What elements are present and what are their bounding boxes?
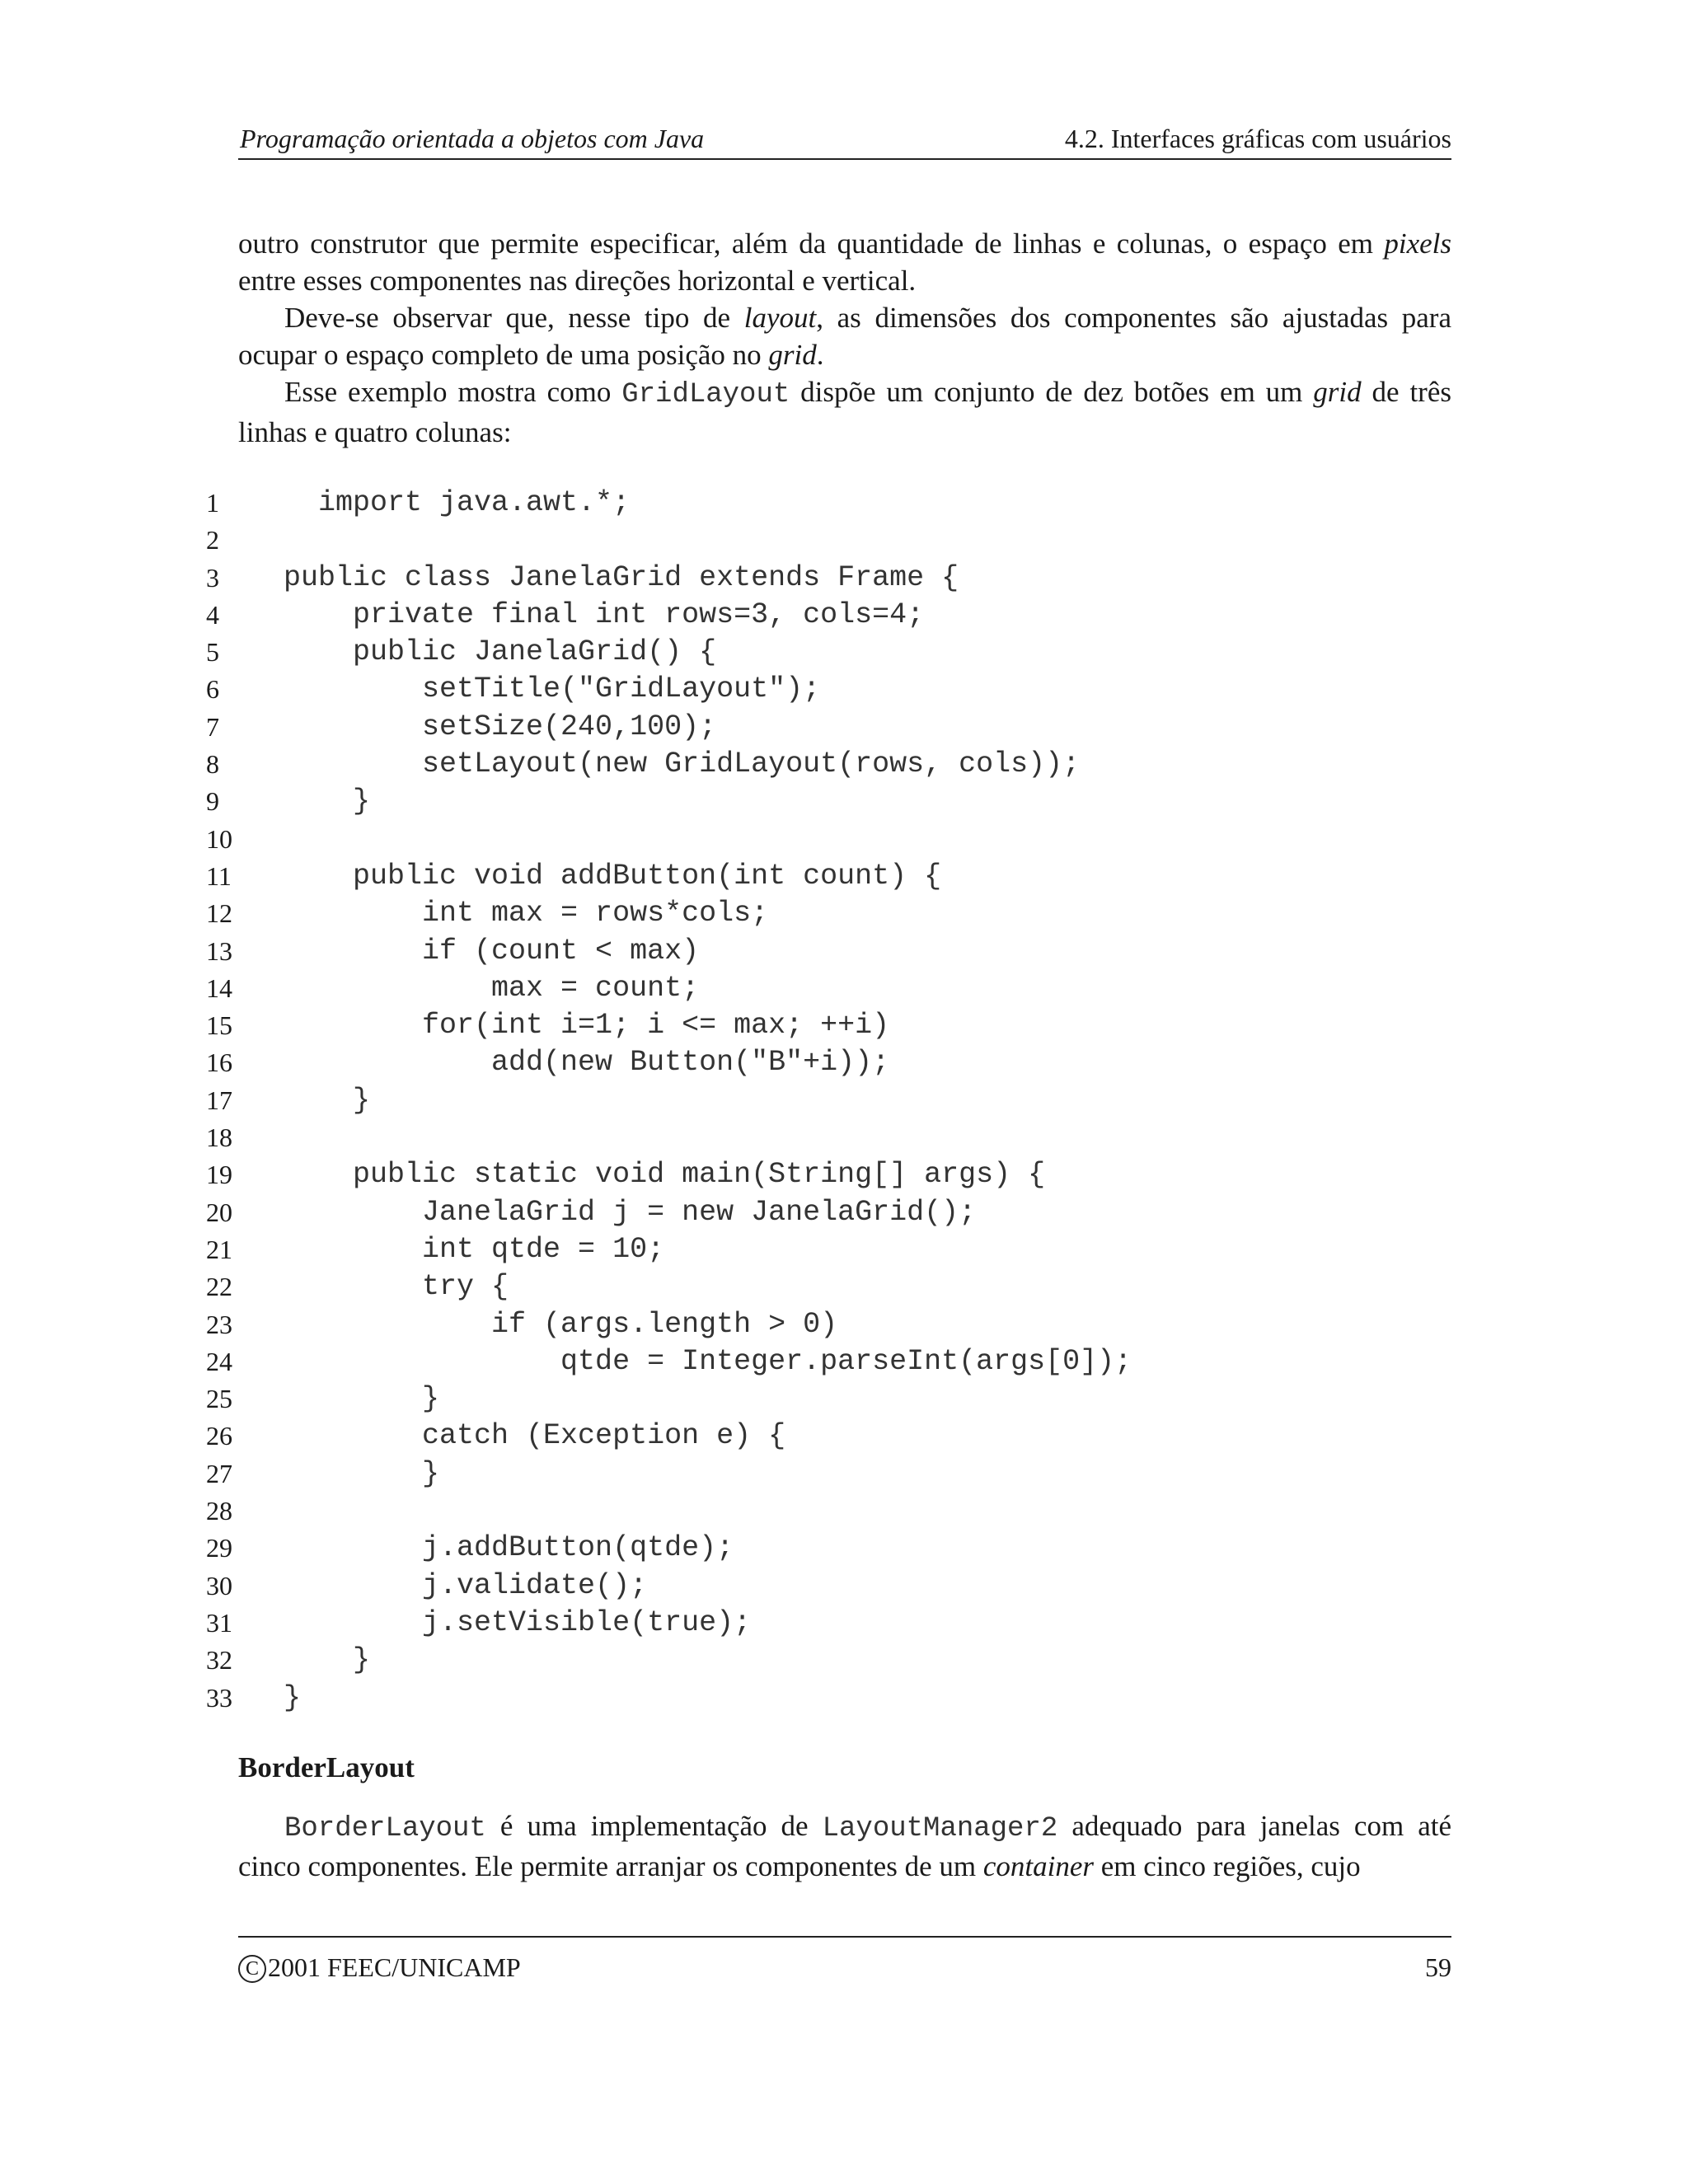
code-text: qtde = Integer.parseInt(args[0]); xyxy=(284,1344,1132,1378)
p2-text-1: Deve-se observar que, nesse tipo de xyxy=(284,302,744,334)
line-number: 10 xyxy=(206,823,232,854)
p1-text-2: entre esses componentes nas direções horizontal e vertical. xyxy=(238,265,917,297)
line-number: 11 xyxy=(206,860,232,891)
code-text: } xyxy=(284,1680,302,1714)
p2-emphasis-1: layout xyxy=(743,302,817,334)
line-number: 29 xyxy=(206,1533,232,1563)
p2-emphasis-2: grid xyxy=(768,339,817,371)
page-footer xyxy=(238,1936,1451,1990)
code-text: public class JanelaGrid extends Frame { xyxy=(284,560,959,594)
p4-emphasis-1: container xyxy=(982,1850,1094,1882)
line-number: 22 xyxy=(206,1272,232,1302)
code-text: import java.awt.*; xyxy=(284,486,631,519)
p2-text-2: , as dimensões dos componentes são ajustadas para ocupar o espaço completo de uma posição no xyxy=(238,302,1452,371)
paragraph-4 xyxy=(238,1807,1451,1885)
code-text: j.validate(); xyxy=(284,1568,648,1602)
code-text: catch (Exception e) { xyxy=(284,1419,786,1453)
header-book-title: Programação orientada a objetos com Java xyxy=(240,124,705,153)
code-text: } xyxy=(284,1643,371,1677)
line-number: 9 xyxy=(206,786,219,817)
footer-copyright xyxy=(238,1952,521,1983)
code-text: } xyxy=(284,1382,440,1416)
line-number: 6 xyxy=(206,674,219,705)
line-number: 8 xyxy=(206,749,219,780)
p3-text-1: Esse exemplo mostra como xyxy=(284,376,622,408)
code-text: try { xyxy=(284,1270,509,1304)
copyright-icon: C xyxy=(238,1955,266,1983)
line-number: 14 xyxy=(206,972,232,1003)
line-number: 17 xyxy=(206,1085,232,1115)
p1-text-1: outro construtor que permite especificar, além da quantidade de linhas e colunas, o espaço em xyxy=(238,227,1385,260)
paragraph-2 xyxy=(238,299,1451,373)
line-number: 18 xyxy=(206,1122,232,1153)
running-header xyxy=(238,120,1451,160)
line-number: 5 xyxy=(206,637,219,668)
code-text: JanelaGrid j = new JanelaGrid(); xyxy=(284,1195,977,1229)
code-text: max = count; xyxy=(284,971,700,1005)
code-text: setLayout(new GridLayout(rows, cols)); xyxy=(284,748,1081,781)
paragraph-3 xyxy=(238,373,1451,451)
code-text: } xyxy=(284,1083,371,1117)
code-text: if (args.length > 0) xyxy=(284,1307,838,1341)
line-number: 31 xyxy=(206,1607,232,1638)
code-text: setTitle("GridLayout"); xyxy=(284,673,821,706)
code-text: } xyxy=(284,1456,440,1490)
p3-text-2: dispõe um conjunto de dez botões em um xyxy=(790,376,1314,408)
p4-inline-code-1: BorderLayout xyxy=(284,1813,486,1844)
code-text: private final int rows=3, cols=4; xyxy=(284,598,925,631)
code-text: setSize(240,100); xyxy=(284,710,717,743)
p3-inline-code-1: GridLayout xyxy=(621,379,790,410)
line-number: 19 xyxy=(206,1160,232,1190)
p3-emphasis-1: grid xyxy=(1313,376,1362,408)
code-text: public JanelaGrid() { xyxy=(284,635,717,669)
line-number: 12 xyxy=(206,898,232,929)
line-number: 28 xyxy=(206,1496,232,1526)
line-number: 3 xyxy=(206,562,219,593)
line-number: 33 xyxy=(206,1682,232,1713)
p3-text-3: de três linhas e quatro colunas: xyxy=(238,376,1451,448)
code-text: } xyxy=(284,785,371,818)
code-text: public static void main(String[] args) { xyxy=(284,1158,1046,1192)
line-number: 16 xyxy=(206,1047,232,1078)
code-text: j.setVisible(true); xyxy=(284,1605,752,1639)
line-number: 24 xyxy=(206,1346,232,1376)
p4-inline-code-2: LayoutManager2 xyxy=(822,1813,1058,1844)
line-number: 21 xyxy=(206,1234,232,1264)
line-number: 15 xyxy=(206,1010,232,1041)
line-number: 27 xyxy=(206,1458,232,1488)
header-section-title: 4.2. Interfaces gráficas com usuários xyxy=(1064,124,1451,153)
p4-text-1: é uma implementação de xyxy=(485,1810,823,1842)
line-number: 2 xyxy=(206,525,219,555)
code-text: int qtde = 10; xyxy=(284,1232,665,1266)
code-text: add(new Button("B"+i)); xyxy=(284,1046,890,1080)
line-number: 4 xyxy=(206,599,219,630)
p2-text-3: . xyxy=(816,339,824,371)
page-number: 59 xyxy=(1425,1952,1451,1982)
footer-copyright-text: 2001 FEEC/UNICAMP xyxy=(268,1952,521,1982)
p4-text-2: adequado para janelas com até cinco componentes. Ele permite arranjar os componentes de um xyxy=(238,1810,1451,1882)
line-number: 32 xyxy=(206,1645,232,1675)
line-number: 13 xyxy=(206,935,232,966)
line-number: 23 xyxy=(206,1309,232,1339)
line-number: 25 xyxy=(206,1384,232,1414)
line-number: 26 xyxy=(206,1421,232,1451)
code-text: int max = rows*cols; xyxy=(284,897,769,930)
line-number: 7 xyxy=(206,711,219,742)
code-text: if (count < max) xyxy=(284,934,700,968)
code-text: j.addButton(qtde); xyxy=(284,1531,734,1565)
code-text: public void addButton(int count) { xyxy=(284,859,942,893)
p4-text-3: em cinco regiões, cujo xyxy=(1094,1850,1361,1882)
section-heading: BorderLayout xyxy=(238,1751,415,1783)
line-number: 20 xyxy=(206,1197,232,1227)
p1-emphasis-1: pixels xyxy=(1384,227,1451,260)
code-text: for(int i=1; i <= max; ++i) xyxy=(284,1009,890,1043)
line-number: 1 xyxy=(206,488,219,518)
line-number: 30 xyxy=(206,1570,232,1601)
paragraph-1 xyxy=(238,225,1451,299)
